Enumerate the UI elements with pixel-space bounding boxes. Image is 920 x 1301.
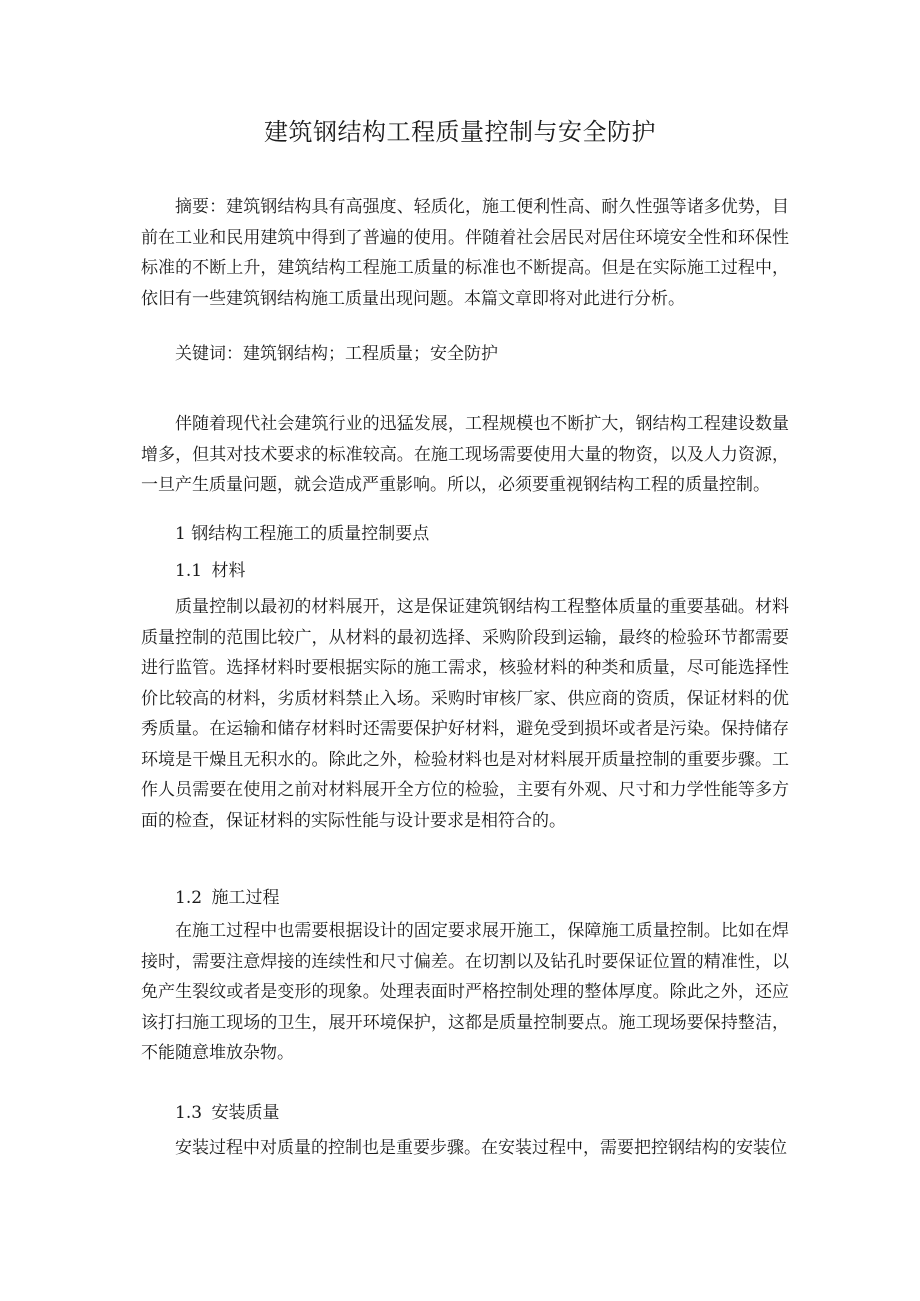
section-1-3-paragraph: 安装过程中对质量的控制也是重要步骤。在安装过程中，需要把控钢结构的安装位 (175, 1138, 787, 1158)
section-1-heading: 1 钢结构工程施工的质量控制要点 (175, 524, 430, 544)
intro-section (141, 409, 789, 501)
keywords-section (141, 339, 789, 370)
section-1-3-header (141, 1098, 789, 1129)
intro-paragraph: 伴随着现代社会建筑行业的迅猛发展，工程规模也不断扩大，钢结构工程建设数量增多，但其对技术要求的标准较高。在施工现场需要使用大量的物资，以及人力资源，一旦产生质量问题，就会造成严重影响。所以，必须要重视钢结构工程的质量控制。 (141, 414, 789, 495)
keywords-paragraph: 关键词：建筑钢结构；工程质量；安全防护 (175, 344, 498, 364)
section-1-2-heading: 1.2 施工过程 (175, 888, 280, 908)
section-1-2-body (141, 916, 789, 1069)
section-1-1-paragraph: 质量控制以最初的材料展开，这是保证建筑钢结构工程整体质量的重要基础。材料质量控制的范围比较广，从材料的最初选择、采购阶段到运输，最终的检验环节都需要进行监管。选择材料时要根据实际的施工需求，核验材料的种类和质量，尽可能选择性价比较高的材料，劣质材料禁止入场。采购时审核厂家、供应商的资质，保证材料的优秀质量。在运输和储存材料时还需要保护好材料，避免受到损坏或者是污染。保持储存环境是干燥且无积水的。除此之外，检验材料也是对材料展开质量控制的重要步骤。工作人员需要在使用之前对材料展开全方位的检验，主要有外观、尺寸和力学性能等多方面的检查，保证材料的实际性能与设计要求是相符合的。 (141, 597, 789, 831)
abstract-section (141, 192, 789, 314)
section-1-2-header (141, 883, 789, 914)
section-1-1-header (141, 556, 789, 587)
document-title: 建筑钢结构工程质量控制与安全防护 (264, 118, 656, 146)
section-1-2-paragraph: 在施工过程中也需要根据设计的固定要求展开施工，保障施工质量控制。比如在焊接时，需要注意焊接的连续性和尺寸偏差。在切割以及钻孔时要保证位置的精准性，以免产生裂纹或者是变形的现象。处理表面时严格控制处理的整体厚度。除此之外，还应该打扫施工现场的卫生，展开环境保护，这都是质量控制要点。施工现场要保持整洁，不能随意堆放杂物。 (141, 921, 789, 1063)
section-1-1-heading: 1.1 材料 (175, 561, 246, 581)
section-1-3-heading: 1.3 安装质量 (175, 1103, 280, 1123)
section-1-1-body (141, 592, 789, 836)
abstract-paragraph: 摘要：建筑钢结构具有高强度、轻质化，施工便利性高、耐久性强等诸多优势，目前在工业和民用建筑中得到了普遍的使用。伴随着社会居民对居住环境安全性和环保性标准的不断上升，建筑结构工程施工质量的标准也不断提高。但是在实际施工过程中，依旧有一些建筑钢结构施工质量出现问题。本篇文章即将对此进行分析。 (141, 197, 789, 309)
section-1 (141, 519, 789, 550)
section-1-3-body (141, 1133, 789, 1164)
